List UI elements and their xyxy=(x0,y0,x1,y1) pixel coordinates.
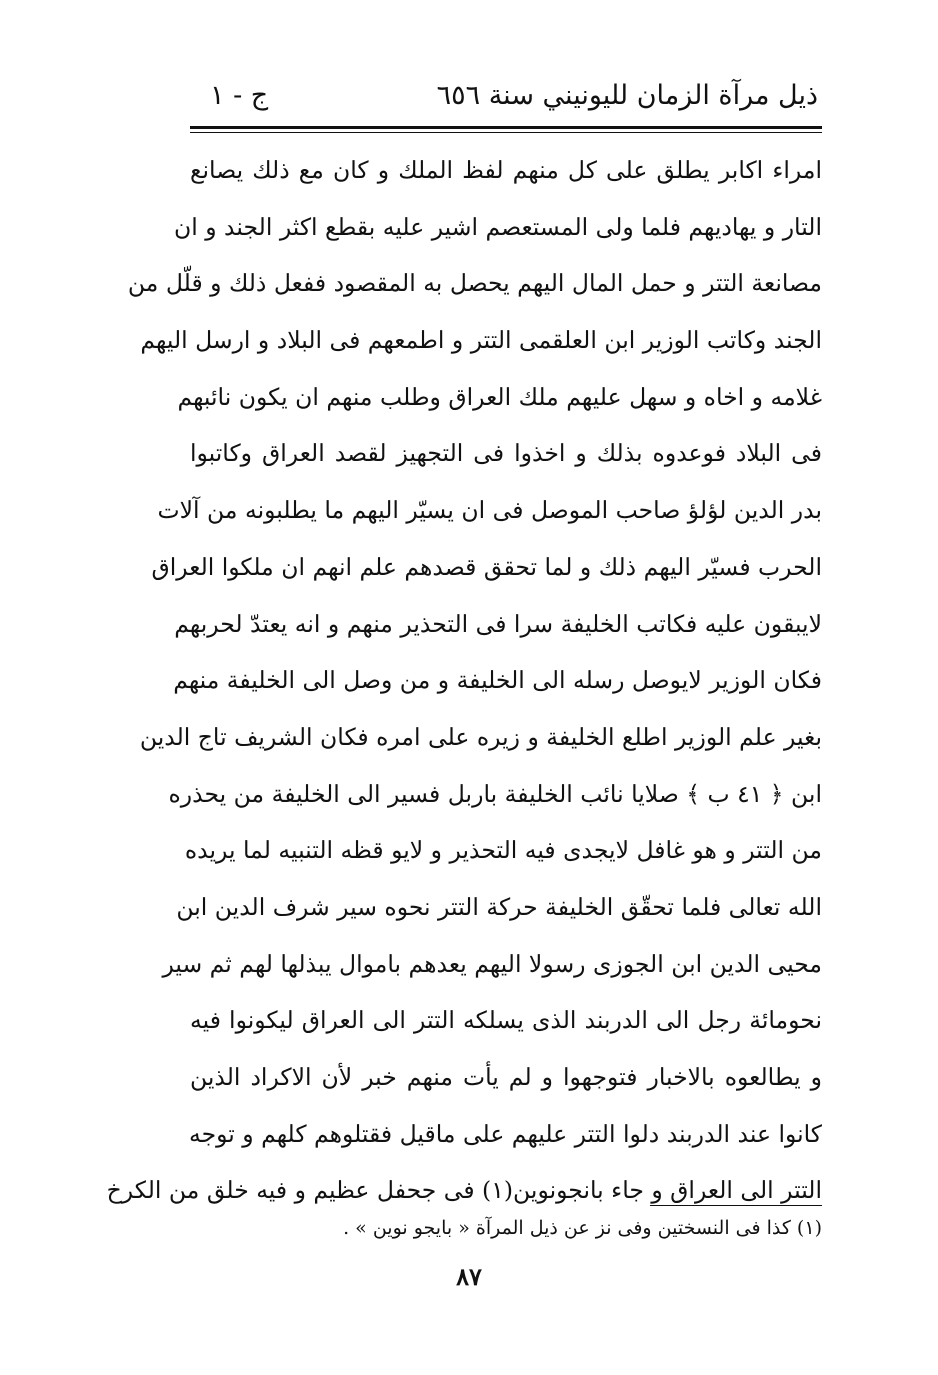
page-header xyxy=(190,78,818,122)
text-line: فى البلاد فوعدوه بذلك و اخذوا فى التجهيز لقصد العراق وكاتبوا xyxy=(190,439,822,468)
text-line: فكان الوزير لايوصل رسله الى الخليفة و من وصل الى الخليفة منهم xyxy=(173,666,822,695)
header-rule-thick xyxy=(190,126,822,129)
text-line: ابن ﴿ ٤١ ب ﴾ صلايا نائب الخليفة باربل فسير الى الخليفة من يحذره xyxy=(168,779,822,808)
running-title: ذيل مرآة الزمان لليونيني سنة ٦٥٦ xyxy=(436,80,818,111)
text-line: نحومائة رجل الى الدربند الذى يسلكه التتر الى العراق ليكونوا فيه xyxy=(190,1006,822,1035)
page-number: ٨٧ xyxy=(456,1262,482,1291)
text-line: التتر الى العراق و جاء بانجونوين(١) فى جحفل عظيم و فيه خلق من الكرخ xyxy=(106,1176,822,1205)
header-rule-thin xyxy=(190,132,822,133)
footnote: (١) كذا فى النسختين وفى نز عن ذيل المرآة « بايجو نوين » . xyxy=(343,1217,822,1239)
footnote-rule xyxy=(650,1205,822,1206)
text-line: غلامه و اخاه و سهل عليهم ملك العراق وطلب منهم ان يكون نائبهم xyxy=(177,382,822,411)
volume-label: ج - ١ xyxy=(210,80,269,111)
text-line: الله تعالى فلما تحقّق الخليفة حركة التتر نحوه سير شرف الدين ابن xyxy=(176,892,822,921)
text-line: محيى الدين ابن الجوزى رسولا اليهم يعدهم باموال يبذلها لهم ثم سير xyxy=(162,949,822,978)
text-line: مصانعة التتر و حمل المال اليهم يحصل به المقصود ففعل ذلك و قلّل من xyxy=(127,269,822,298)
text-line: الحرب فسيّر اليهم ذلك و لما تحقق قصدهم علم انهم ان ملكوا العراق xyxy=(151,552,822,581)
text-line: التار و يهاديهم فلما ولى المستعصم اشير عليه بقطع اكثر الجند و ان xyxy=(173,212,822,241)
body-text xyxy=(106,142,822,1219)
text-line: الجند وكاتب الوزير ابن العلقمى التتر و اطمعهم فى البلاد و ارسل اليهم xyxy=(140,326,822,355)
text-line: من التتر و هو غافل لايجدى فيه التحذير و لايو قظه التنبيه لما يريده xyxy=(184,836,822,865)
text-line: بدر الدين لؤلؤ صاحب الموصل فى ان يسيّر اليهم ما يطلبونه من آلات xyxy=(157,496,822,525)
text-line: بغير علم الوزير اطلع الخليفة و زيره على امره فكان الشريف تاج الدين xyxy=(139,722,822,751)
text-line: لايبقون عليه فكاتب الخليفة سرا فى التحذير منهم و انه يعتدّ لحربهم xyxy=(174,609,822,638)
text-line: كانوا عند الدربند دلوا التتر عليهم على ماقيل فقتلوهم كلهم و توجه xyxy=(188,1119,822,1148)
text-line: امراء اكابر يطلق على كل منهم لفظ الملك و كان مع ذلك يصانع xyxy=(190,156,822,184)
text-line: و يطالعوه بالاخبار فتوجهوا و لم يأت منهم خبر لأن الاكراد الذين xyxy=(190,1063,822,1091)
